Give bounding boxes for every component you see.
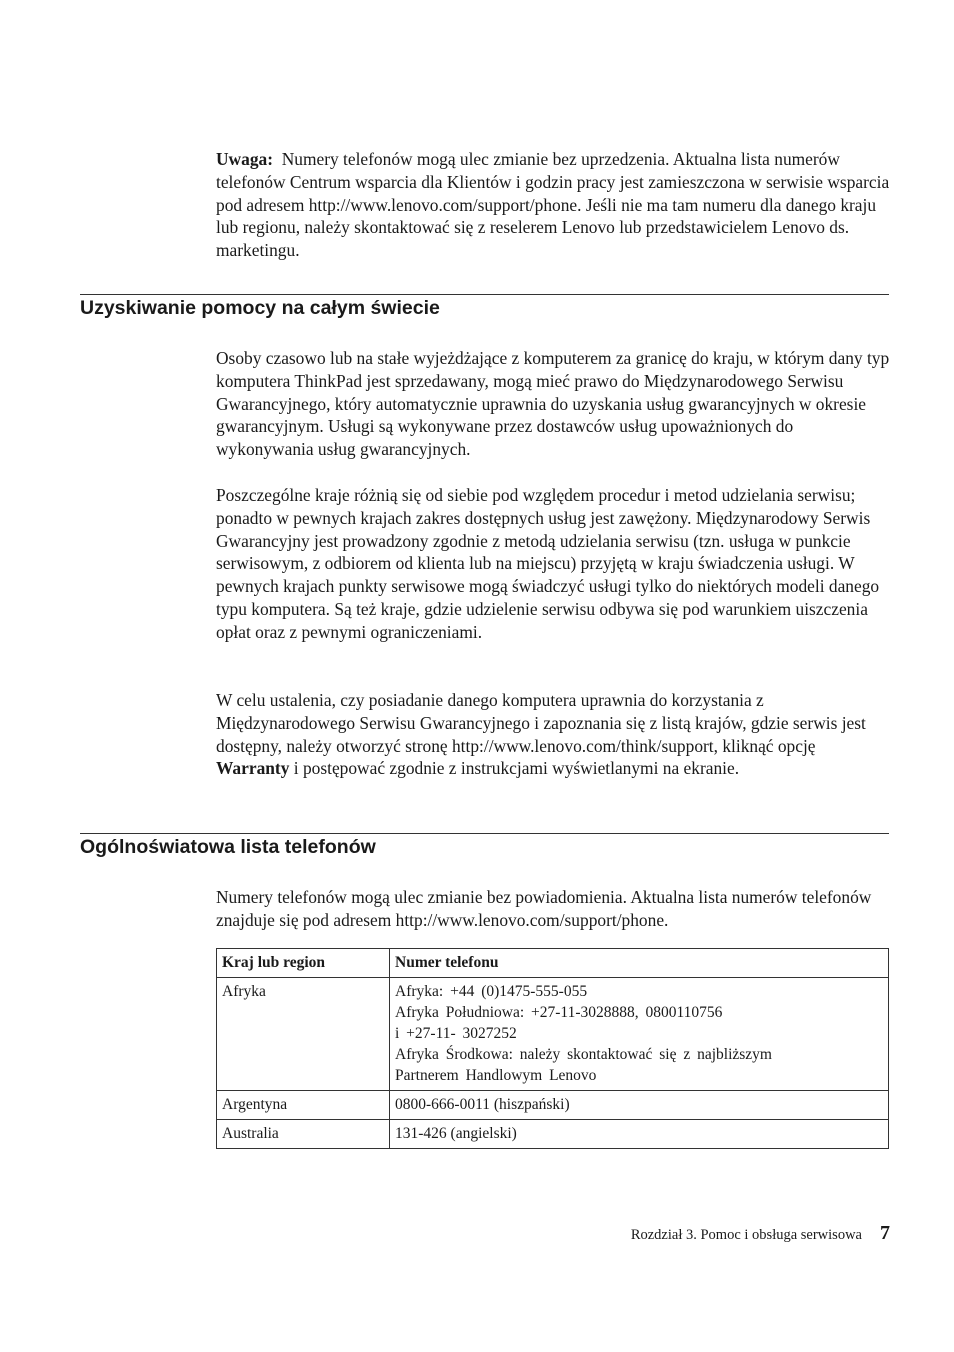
region-cell: Australia	[217, 1120, 390, 1149]
paragraph-international-warranty: Osoby czasowo lub na stałe wyjeżdżające z komputerem za granicę do kraju, w którym dany typ komputera ThinkPad jest sprzedawany, mogą mieć prawo do Międzynarodowego Serwisu Gwarancyjnego, który automatycznie uprawnia do uzyskania usług gwarancyjnych w okresie gwarancyjnym. Usługi są wykonywane przez dostawców usług upoważnionych do wykonywania usług gwarancyjnych.	[216, 348, 890, 460]
phone-cell	[390, 978, 889, 1091]
paragraph-country-differences: Poszczególne kraje różnią się od siebie pod względem procedur i metod udzielania serwisu; ponadto w pewnych krajach zakres dostępnych usług jest zawężony. Międzynarodowy Serwis Gwarancyjny jest prowadzony zgodnie z metodą udzielania serwisu (tzn. usługa w punkcie serwisowym, z odbiorem od klienta lub na miejscu) przyjętą w kraju świadczenia usługi. W pewnych krajach punkty serwisowe mogą świadczyć usługi tylko do niektórych modeli danego typu komputera. Są też kraje, gdzie udzielenie serwisu odbywa się pod warunkiem uiszczenia opłat oraz z pewnymi ograniczeniami.	[216, 485, 880, 642]
phone-line: Afryka: +44 (0)1475-555-055	[395, 983, 588, 1000]
note	[216, 148, 892, 262]
paragraph-check-eligibility-text: W celu ustalenia, czy posiadanie danego komputera uprawnia do korzystania z Międzynarodowego Serwisu Gwarancyjnego i zapoznania się z listą krajów, gdzie serwis jest dostępny, należy otworzyć stronę http://www.lenovo.com/think/support, kliknąć opcję	[216, 690, 866, 756]
table-row	[217, 1091, 889, 1120]
table-row	[217, 1120, 889, 1149]
note-label: Uwaga:	[216, 149, 273, 169]
paragraph-check-eligibility-end: i postępować zgodnie z instrukcjami wyświetlanymi na ekranie.	[293, 758, 740, 779]
page-number: 7	[880, 1222, 890, 1244]
table-header-row	[217, 949, 889, 978]
phone-table	[216, 948, 889, 1149]
phone-line: Partnerem Handlowym Lenovo	[395, 1067, 597, 1084]
region-cell: Argentyna	[217, 1091, 390, 1120]
page-footer	[631, 1222, 890, 1245]
section-divider	[80, 294, 889, 295]
paragraph-check-eligibility	[216, 689, 892, 780]
phone-line: Afryka Środkowa: należy skontaktować się z najbliższym	[395, 1046, 772, 1063]
footer-chapter: Rozdział 3. Pomoc i obsługa serwisowa	[630, 1227, 862, 1243]
phone-cell: 131-426 (angielski)	[390, 1120, 889, 1149]
paragraph-phone-intro: Numery telefonów mogą ulec zmianie bez powiadomienia. Aktualna lista numerów telefonów znajduje się pod adresem http://www.lenovo.com/support/phone.	[216, 887, 872, 930]
phone-line: Afryka Południowa: +27-11-3028888, 0800110756	[395, 1004, 723, 1021]
column-header-phone: Numer telefonu	[390, 949, 889, 978]
phone-line: i +27-11- 3027252	[395, 1025, 517, 1042]
region-cell: Afryka	[217, 978, 390, 1091]
note-text: Numery telefonów mogą ulec zmianie bez uprzedzenia. Aktualna lista numerów telefonów Centrum wsparcia dla Klientów i godzin pracy jest zamieszczona w serwisie wsparcia pod adresem http://www.lenovo.com/support/phone. Jeśli nie ma tam numeru dla danego kraju lub regionu, należy skontaktować się z reselerem Lenovo lub przedstawicielem Lenovo ds. marketingu.	[216, 149, 890, 261]
warranty-option: Warranty	[216, 758, 290, 779]
column-header-region: Kraj lub region	[217, 949, 390, 978]
section-title-phone-list: Ogólnoświatowa lista telefonów	[80, 836, 376, 858]
phone-cell: 0800-666-0011 (hiszpański)	[390, 1091, 889, 1120]
table-row	[217, 978, 889, 1091]
section-title-worldwide-help: Uzyskiwanie pomocy na całym świecie	[80, 297, 440, 319]
section-divider	[80, 833, 889, 834]
